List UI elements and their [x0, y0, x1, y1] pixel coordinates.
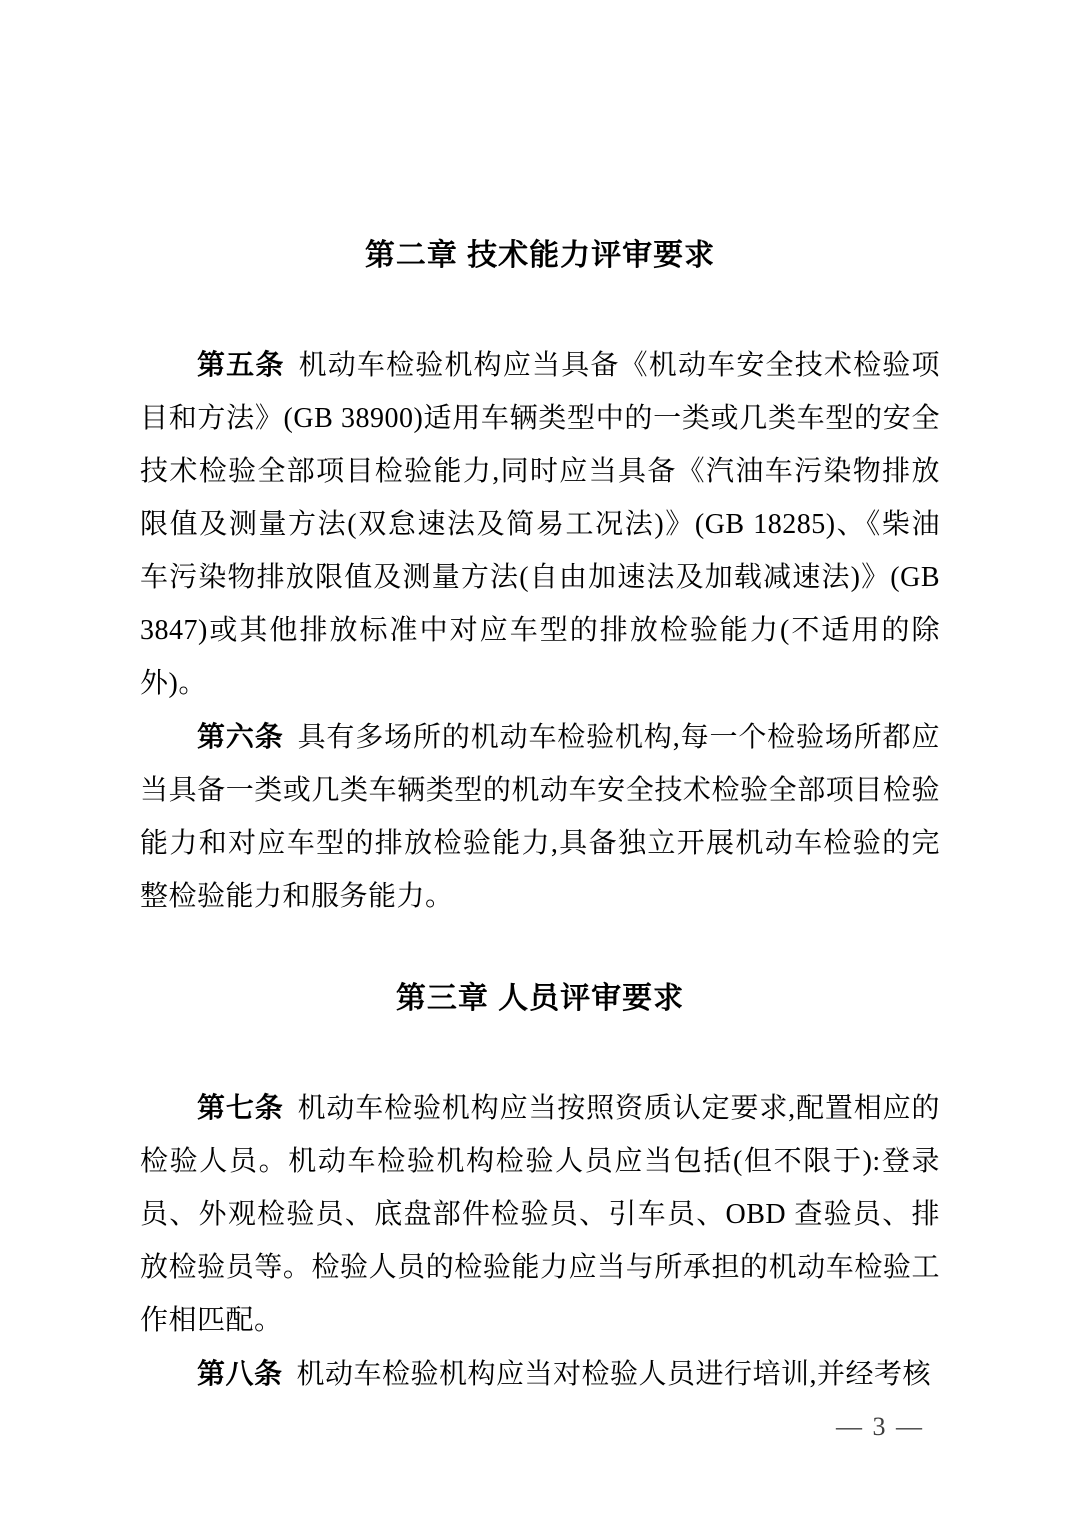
- article-5-text: 机动车检验机构应当具备《机动车安全技术检验项目和方法》(GB 38900)适用车辆类型中的一类或几类车型的安全技术检验全部项目检验能力,同时应当具备《汽油车污染物排放限值及测量方法(双怠速法及简易工况法)》(GB 18285)、《柴油车污染物排放限值及测量方法(自由加速法及加载减速法)》(GB 3847)或其他排放标准中对应车型的排放检验能力(不适用的除外)。: [140, 350, 940, 699]
- article-7-paragraph: [140, 1081, 940, 1347]
- page-number: — 3 —: [836, 1412, 924, 1441]
- article-7-text: 机动车检验机构应当按照资质认定要求,配置相应的检验人员。机动车检验机构检验人员应当包括(但不限于):登录员、外观检验员、底盘部件检验员、引车员、OBD 查验员、排放检验员等。检验人员的检验能力应当与所承担的机动车检验工作相匹配。: [140, 1093, 940, 1336]
- article-5-label: 第五条: [197, 349, 285, 380]
- article-7-label: 第七条: [197, 1092, 284, 1123]
- article-6-paragraph: [140, 710, 940, 923]
- article-8-paragraph: [140, 1347, 940, 1401]
- chapter-3-heading: 第三章 人员评审要求: [395, 982, 685, 1015]
- article-6-text: 具有多场所的机动车检验机构,每一个检验场所都应当具备一类或几类车辆类型的机动车安全技术检验全部项目检验能力和对应车型的排放检验能力,具备独立开展机动车检验的完整检验能力和服务能力。: [140, 722, 940, 912]
- article-8-text: 机动车检验机构应当对检验人员进行培训,并经考核: [296, 1359, 932, 1390]
- chapter-2-heading: 第二章 技术能力评审要求: [364, 239, 716, 272]
- article-6-label: 第六条: [197, 721, 284, 752]
- article-5-paragraph: [140, 338, 940, 710]
- article-8-label: 第八条: [197, 1358, 283, 1389]
